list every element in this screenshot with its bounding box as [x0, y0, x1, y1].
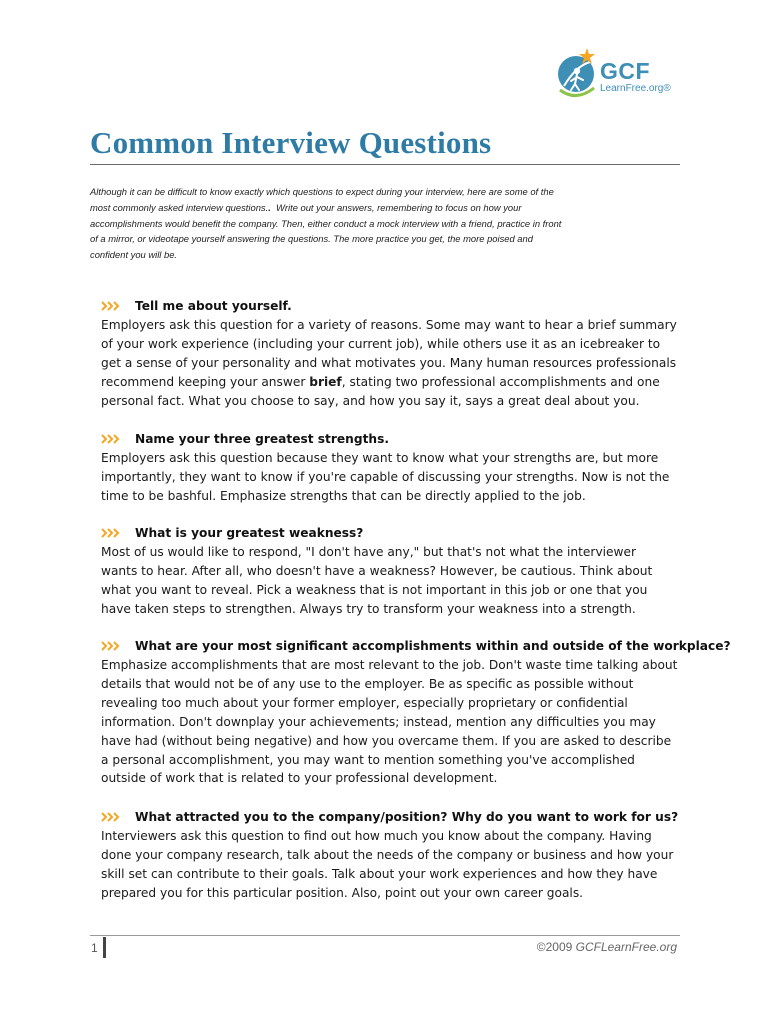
emphasis-text: brief	[309, 374, 342, 389]
logo-url: LearnFree.org®	[600, 83, 671, 94]
triple-chevron-right-icon	[101, 527, 121, 539]
gcf-learnfree-logo	[554, 44, 682, 106]
answer-text	[101, 656, 691, 788]
intro-line: of a mirror, or videotape yourself answering the questions. The more practice you get, the more poised and	[90, 233, 533, 245]
answer-line: details that would not be of any use to the employer. Be as specific as possible without	[101, 676, 634, 691]
title-divider	[90, 164, 680, 165]
intro-line: Write out your answers, remembering to focus on how your	[276, 201, 522, 213]
question-heading	[101, 524, 691, 542]
question-heading	[101, 637, 731, 655]
answer-line-part: , stating two professional accomplishments and one	[341, 374, 660, 389]
logo-name: GCF	[600, 58, 651, 84]
answer-line: prepared you for this particular position. Also, point out your own career goals.	[101, 885, 584, 900]
answer-line: Emphasize accomplishments that are most relevant to the job. Don't waste time talking about	[101, 658, 678, 672]
answer-line: Employers ask this question for a variety of reasons. Some may want to hear a brief summary	[101, 318, 677, 332]
intro-line: confident you will be.	[90, 249, 178, 261]
answer-line: have taken steps to strengthen. Always try to transform your weakness into a strength.	[101, 601, 636, 616]
gcf-logo-icon	[554, 44, 606, 106]
triple-chevron-right-icon	[101, 433, 121, 445]
copyright-year: ©2009	[536, 940, 576, 954]
answer-line	[101, 373, 691, 392]
answer-line: time to be bashful. Emphasize strengths that can be directly applied to the job.	[101, 488, 586, 503]
question-text: What are your most significant accomplishments within and outside of the workplace?	[135, 639, 731, 653]
answer-line: Interviewers ask this question to find out how much you know about the company. Having	[101, 829, 652, 843]
question-block	[101, 430, 691, 506]
question-block	[101, 297, 691, 411]
footer-divider	[90, 935, 680, 936]
answer-line: wants to hear. After all, who doesn't have a weakness? However, be cautious. Think about	[101, 563, 653, 578]
page-number-bar	[103, 937, 106, 958]
answer-line: revealing too much about your former employer, especially proprietary or confidential	[101, 695, 628, 710]
answer-line: a personal accomplishment, you may want to mention something you've accomplished	[101, 752, 635, 767]
answer-line: done your company research, talk about the needs of the company or business and how your	[101, 847, 674, 862]
question-heading	[101, 808, 691, 826]
answer-line: Most of us would like to respond, "I don't have any," but that's not what the interviewer	[101, 545, 637, 559]
triple-chevron-right-icon	[101, 300, 121, 312]
page-title: Common Interview Questions	[90, 125, 492, 160]
answer-line: get a sense of your personality and what motivates you. Many human resources professionals	[101, 355, 677, 370]
question-block	[101, 637, 731, 788]
copyright	[537, 940, 677, 954]
answer-text	[101, 543, 691, 619]
question-heading	[101, 297, 691, 315]
copyright-site: GCFLearnFree.org	[575, 940, 677, 954]
question-block	[101, 808, 691, 903]
answer-line: personal fact. What you choose to say, and how you say it, says a great deal about you.	[101, 393, 640, 408]
answer-line: outside of work that is related to your professional development.	[101, 771, 498, 786]
question-heading	[101, 430, 691, 448]
intro-line: accomplishments would benefit the company. Then, either conduct a mock interview with a friend, practice in front	[90, 217, 562, 229]
answer-text	[101, 316, 691, 411]
answer-text	[101, 449, 691, 506]
triple-chevron-right-icon	[101, 811, 121, 823]
intro-line: most commonly asked interview questions.	[90, 201, 269, 213]
answer-line: skill set can contribute to their goals. Talk about your work experiences and how they have	[101, 866, 658, 881]
question-block	[101, 524, 691, 619]
answer-line: Employers ask this question because they want to know what your strengths are, but more	[101, 451, 659, 465]
question-text: What is your greatest weakness?	[135, 526, 364, 540]
answer-line: information. Don't downplay your achievements; instead, mention any difficulties you may	[101, 714, 656, 729]
intro-paragraph: Although it can be difficult to know exactly which questions to expect during your interview, here are some of the most commonly asked interview questions.. Write out your answers, remembering to focus on how your accomplishments would benefit the company. Then, either conduct a mock interview with a friend, practice in front of a mirror, or videotape yourself answering the questions. The more practice you get, the more poised and confident you will be.	[90, 186, 562, 261]
question-text: What attracted you to the company/position? Why do you want to work for us?	[135, 810, 679, 824]
answer-line: of your work experience (including your current job), while others use it as an icebreaker to	[101, 336, 661, 351]
page-number: 1	[91, 941, 98, 955]
question-text: Name your three greatest strengths.	[135, 432, 389, 446]
question-text: Tell me about yourself.	[135, 299, 292, 313]
triple-chevron-right-icon	[101, 640, 121, 652]
answer-line: what you want to reveal. Pick a weakness that is not important in this job or one that you	[101, 582, 648, 597]
answer-text	[101, 827, 691, 903]
answer-line: importantly, they want to know if you're capable of discussing your strengths. Now is not the	[101, 469, 670, 484]
answer-line: have had (without being negative) and how you overcame them. If you are asked to describe	[101, 733, 672, 748]
intro-line: Although it can be difficult to know exactly which questions to expect during your interview, here are some of the	[90, 186, 554, 197]
answer-line-part: recommend keeping your answer	[101, 374, 310, 389]
